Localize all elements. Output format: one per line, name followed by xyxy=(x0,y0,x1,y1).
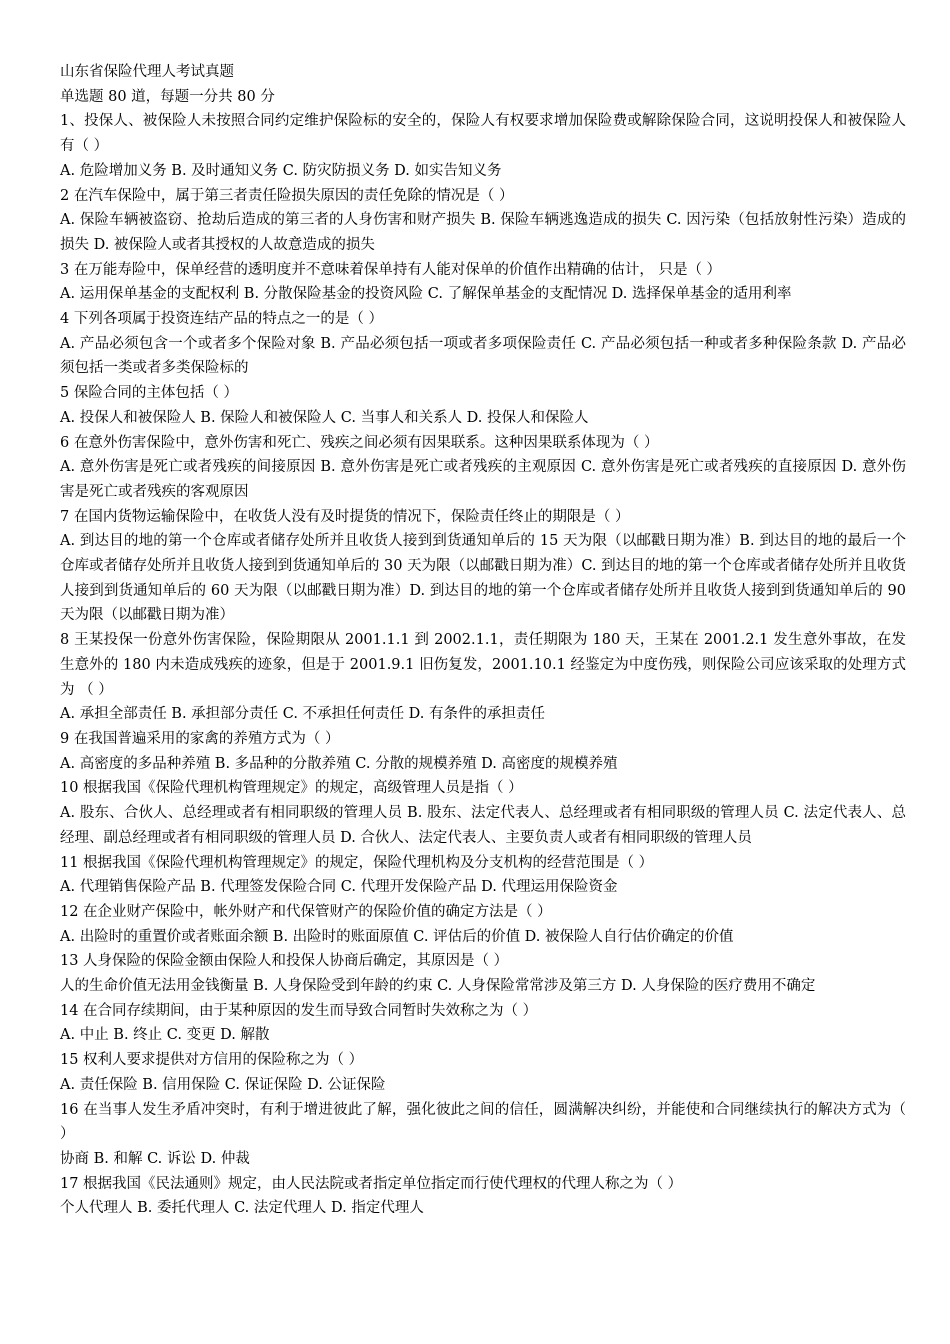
answer-options-13: 人的生命价值无法用金钱衡量 B. 人身保险受到年龄的约束 C. 人身保险常常涉及第三方 D. 人身保险的医疗费用不确定 xyxy=(60,978,816,995)
question-11: 11 根据我国《保险代理机构管理规定》的规定，保险代理机构及分支机构的经营范围是（ ） xyxy=(60,854,654,871)
question-2: 2 在汽车保险中，属于第三者责任险损失原因的责任免除的情况是（ ） xyxy=(60,187,514,204)
question-12: 12 在企业财产保险中，帐外财产和代保管财产的保险价值的确定方法是（ ） xyxy=(60,903,552,920)
answer-options-16: 协商 B. 和解 C. 诉讼 D. 仲裁 xyxy=(60,1150,250,1167)
answer-options-4: A. 产品必须包含一个或者多个保险对象 B. 产品必须包括一项或者多项保险责任 C. 产品必须包括一种或者多种保险条款 D. 产品必须包括一类或者多类保险标的 xyxy=(60,335,906,377)
question-5: 5 保险合同的主体包括（ ） xyxy=(60,385,238,402)
question-6: 6 在意外伤害保险中，意外伤害和死亡、残疾之间必须有因果联系。这种因果联系体现为（ ） xyxy=(60,434,659,451)
answer-options-3: A. 运用保单基金的支配权利 B. 分散保险基金的投资风险 C. 了解保单基金的支配情况 D. 选择保单基金的适用利率 xyxy=(60,286,792,303)
question-8: 8 王某投保一份意外伤害保险，保险期限从 2001.1.1 到 2002.1.1，责任期限为 180 天，王某在 2001.2.1 发生意外事故，在发生意外的 180 内未造成残疾的迹象，但是于 2001.9.1 旧伤复发，2001.10.1 经鉴定为中度伤残，则保险公司应该采取的处理方式为 （ ） xyxy=(60,632,906,698)
answer-options-6: A. 意外伤害是死亡或者残疾的间接原因 B. 意外伤害是死亡或者残疾的主观原因 C. 意外伤害是死亡或者残疾的直接原因 D. 意外伤害是死亡或者残疾的客观原因 xyxy=(60,459,906,500)
answer-options-12: A. 出险时的重置价或者账面余额 B. 出险时的账面原值 C. 评估后的价值 D. 被保险人自行估价确定的价值 xyxy=(60,928,734,945)
answer-options-8: A. 承担全部责任 B. 承担部分责任 C. 不承担任何责任 D. 有条件的承担责任 xyxy=(60,706,546,723)
question-4: 4 下列各项属于投资连结产品的特点之一的是（ ） xyxy=(60,311,383,328)
question-1: 1、投保人、被保险人未按照合同约定维护保险标的安全的，保险人有权要求增加保险费或解除保险合同，这说明投保人和被保险人有（ ） xyxy=(60,113,906,155)
document-page xyxy=(60,60,906,1221)
answer-options-10: A. 股东、合伙人、总经理或者有相同职级的管理人员 B. 股东、法定代表人、总经理或者有相同职级的管理人员 C. 法定代表人、总经理、副总经理或者有相同职级的管理人员 D. 合伙人、法定代表人、主要负责人或者有相同职级的管理人员 xyxy=(60,805,906,846)
question-10: 10 根据我国《保险代理机构管理规定》的规定，高级管理人员是指（ ） xyxy=(60,780,523,797)
question-17: 17 根据我国《民法通则》规定，由人民法院或者指定单位指定而行使代理权的代理人称之为（ ） xyxy=(60,1175,683,1192)
question-16: 16 在当事人发生矛盾冲突时，有利于增进彼此了解，强化彼此之间的信任，圆满解决纠纷，并能使和合同继续执行的解决方式为（ ） xyxy=(60,1101,906,1143)
question-15: 15 权利人要求提供对方信用的保险称之为（ ） xyxy=(60,1052,364,1069)
question-7: 7 在国内货物运输保险中，在收货人没有及时提货的情况下，保险责任终止的期限是（ ） xyxy=(60,508,630,525)
question-14: 14 在合同存续期间，由于某种原因的发生而导致合同暂时失效称之为（ ） xyxy=(60,1002,538,1019)
question-3: 3 在万能寿险中，保单经营的透明度并不意味着保单持有人能对保单的价值作出精确的估计， 只是（ ） xyxy=(60,261,722,278)
answer-options-17: 个人代理人 B. 委托代理人 C. 法定代理人 D. 指定代理人 xyxy=(60,1200,424,1217)
document-title: 山东省保险代理人考试真题 xyxy=(60,64,234,80)
document-subtitle: 单选题 80 道，每题一分共 80 分 xyxy=(60,88,275,105)
question-9: 9 在我国普遍采用的家禽的养殖方式为（ ） xyxy=(60,730,340,747)
answer-options-11: A. 代理销售保险产品 B. 代理签发保险合同 C. 代理开发保险产品 D. 代理运用保险资金 xyxy=(60,879,618,896)
answer-options-5: A. 投保人和被保险人 B. 保险人和被保险人 C. 当事人和关系人 D. 投保人和保险人 xyxy=(60,409,589,426)
answer-options-1: A. 危险增加义务 B. 及时通知义务 C. 防灾防损义务 D. 如实告知义务 xyxy=(60,162,502,179)
question-13: 13 人身保险的保险金额由保险人和投保人协商后确定，其原因是（ ） xyxy=(60,953,509,970)
answer-options-2: A. 保险车辆被盗窃、抢劫后造成的第三者的人身伤害和财产损失 B. 保险车辆逃逸造成的损失 C. 因污染（包括放射性污染）造成的损失 D. 被保险人或者其授权的人故意造成的损失 xyxy=(60,212,906,253)
answer-options-7: A. 到达目的地的第一个仓库或者储存处所并且收货人接到到货通知单后的 15 天为限（以邮戳日期为准）B. 到达目的地的最后一个仓库或者储存处所并且收货人接到到货通知单后的 30 天为限（以邮戳日期为准）C. 到达目的地的第一个仓库或者储存处所并且收货人接到到货通知单后的 60 天为限（以邮戳日期为准）D. 到达目的地的第一个仓库或者储存处所并且收货人接到到货通知单后的 90 天为限（以邮戳日期为准） xyxy=(60,533,906,624)
answer-options-9: A. 高密度的多品种养殖 B. 多品种的分散养殖 C. 分散的规模养殖 D. 高密度的规模养殖 xyxy=(60,755,618,772)
answer-options-14: A. 中止 B. 终止 C. 变更 D. 解散 xyxy=(60,1027,270,1044)
answer-options-15: A. 责任保险 B. 信用保险 C. 保证保险 D. 公证保险 xyxy=(60,1076,386,1093)
